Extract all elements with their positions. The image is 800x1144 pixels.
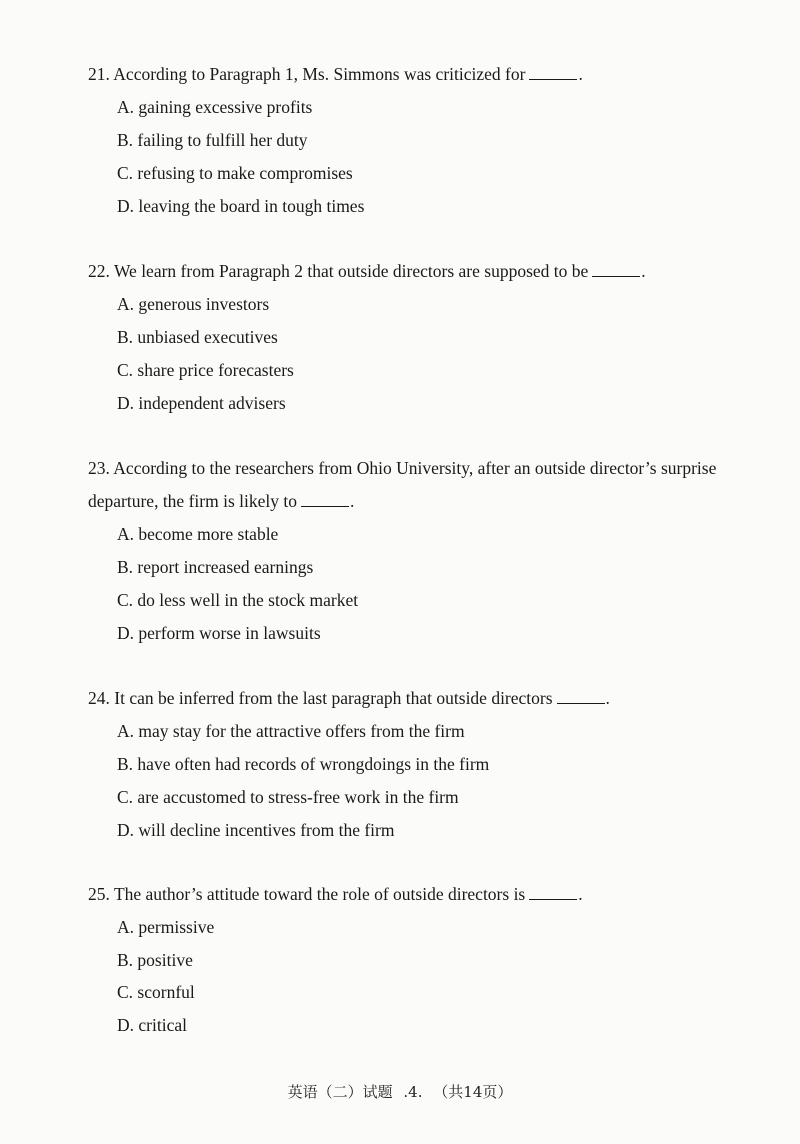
stem-period: . <box>578 884 583 904</box>
option-b: B. unbiased executives <box>117 327 278 347</box>
option-d: D. leaving the board in tough times <box>117 196 365 216</box>
option-d: D. perform worse in lawsuits <box>117 623 321 643</box>
question-text: According to the researchers from Ohio University, after an outside director’s surprise departure, the firm is likely to <box>88 458 717 511</box>
answer-blank <box>592 262 640 277</box>
question-text: It can be inferred from the last paragraph that outside directors <box>114 688 553 708</box>
stem-period: . <box>578 64 583 84</box>
option-a: A. become more stable <box>117 524 279 544</box>
option-b: B. have often had records of wrongdoings in the firm <box>117 754 490 774</box>
question-text: The author’s attitude toward the role of outside directors is <box>113 884 526 904</box>
answer-blank <box>557 689 605 704</box>
option-c: C. do less well in the stock market <box>117 590 359 610</box>
option-a: A. permissive <box>117 917 215 937</box>
option-d: D. independent advisers <box>117 393 286 413</box>
stem-period: . <box>641 261 646 281</box>
question-stem <box>88 255 748 288</box>
option-a: A. gaining excessive profits <box>117 97 313 117</box>
question-number: 24. <box>88 688 110 708</box>
question-number: 23. <box>88 458 110 478</box>
option-b: B. positive <box>117 950 193 970</box>
option-a: A. may stay for the attractive offers from the firm <box>117 721 465 741</box>
option-c: C. refusing to make compromises <box>117 163 353 183</box>
option-c: C. are accustomed to stress-free work in the firm <box>117 787 459 807</box>
option-c: C. scornful <box>117 982 195 1002</box>
question-text: We learn from Paragraph 2 that outside directors are supposed to be <box>113 261 589 281</box>
option-c: C. share price forecasters <box>117 360 294 380</box>
stem-period: . <box>349 491 355 511</box>
footer-total-pages: （共14页） <box>433 1083 513 1101</box>
option-b: B. failing to fulfill her duty <box>117 130 308 150</box>
question-stem <box>88 452 733 518</box>
question-stem <box>88 58 738 91</box>
question-number: 21. <box>88 64 110 84</box>
answer-blank <box>529 65 577 80</box>
question-stem <box>88 878 738 911</box>
option-b: B. report increased earnings <box>117 557 314 577</box>
footer-page-number: .4. <box>403 1083 423 1101</box>
option-d: D. will decline incentives from the firm <box>117 820 395 840</box>
question-number: 25. <box>88 884 110 904</box>
page-footer <box>0 1080 800 1104</box>
answer-blank <box>529 885 577 900</box>
question-number: 22. <box>88 261 110 281</box>
option-d: D. critical <box>117 1015 187 1035</box>
answer-blank <box>301 492 349 507</box>
stem-period: . <box>605 688 610 708</box>
question-text: According to Paragraph 1, Ms. Simmons was criticized for <box>113 64 526 84</box>
question-stem <box>88 682 738 715</box>
option-a: A. generous investors <box>117 294 270 314</box>
footer-subject: 英语（二）试题 <box>287 1083 393 1101</box>
